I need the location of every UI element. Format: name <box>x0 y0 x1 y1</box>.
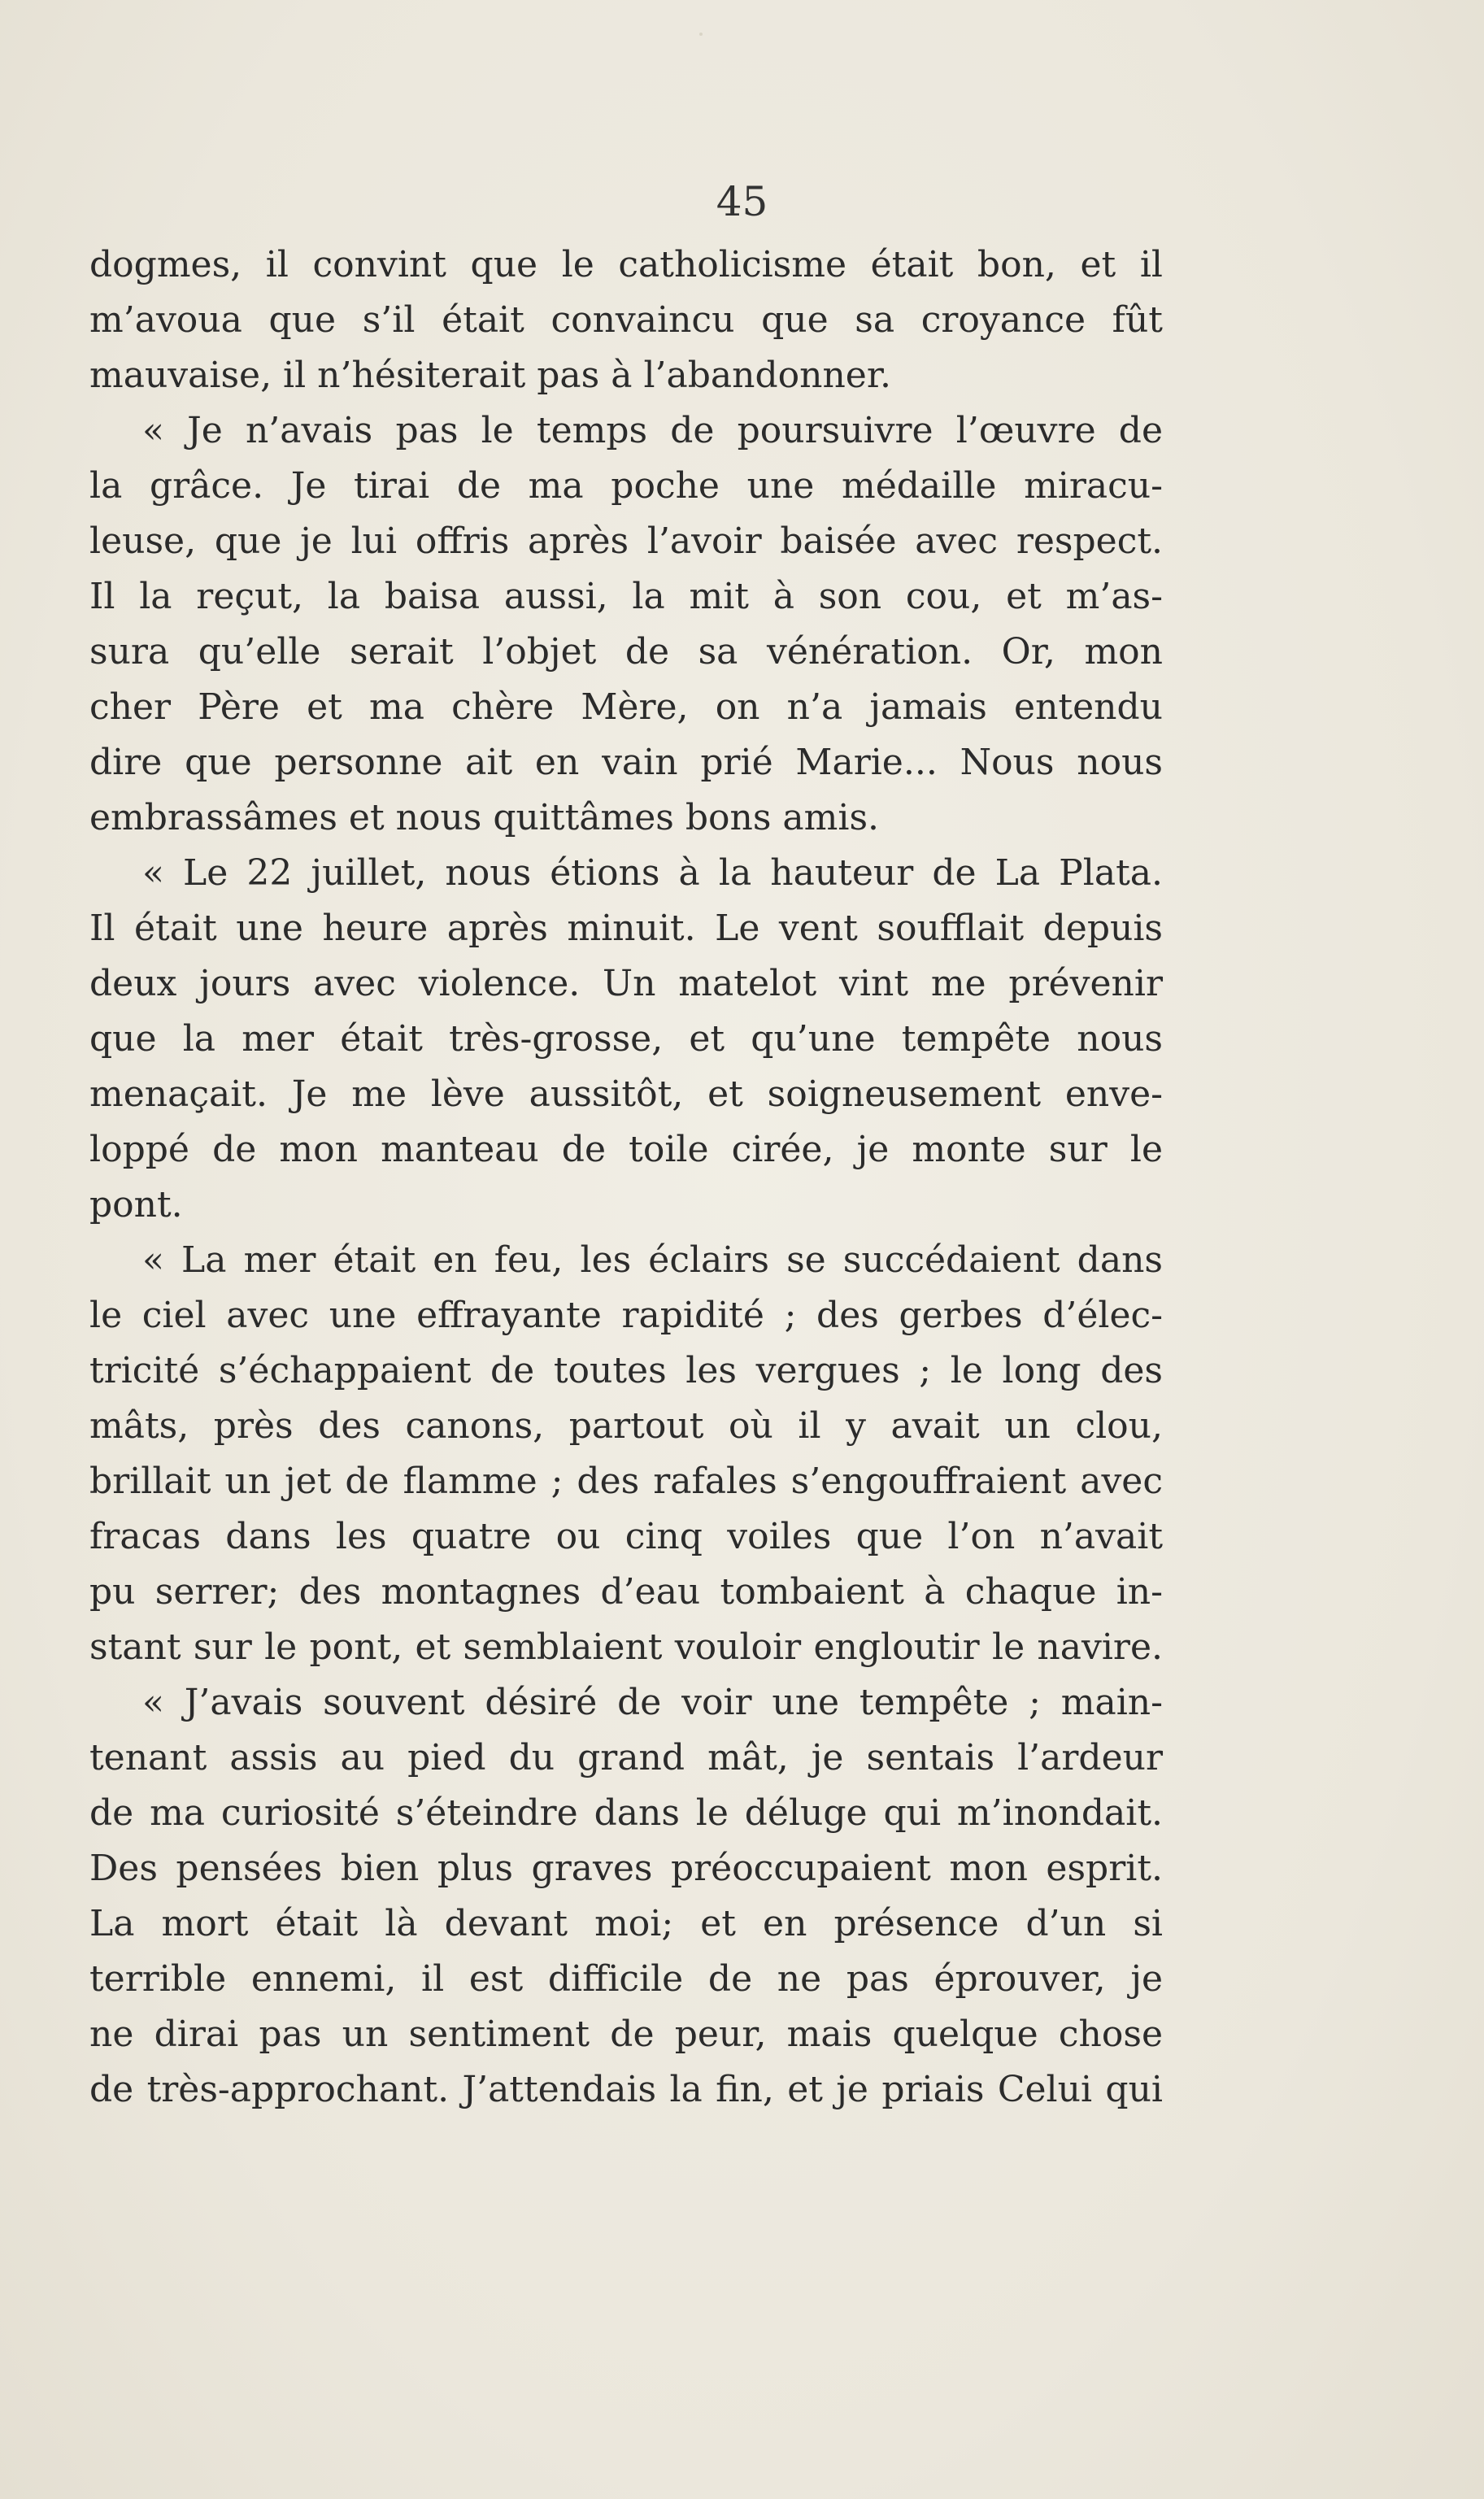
text-line: ne dirai pas un sentiment de peur, mais quelque chose <box>89 2014 1163 2055</box>
paper-speck <box>699 33 703 36</box>
text-line: la grâce. Je tirai de ma poche une médaille miracu- <box>89 465 1163 507</box>
text-line: que la mer était très-grosse, et qu’une tempête nous <box>89 1018 1163 1060</box>
text-line: dire que personne ait en vain prié Marie... Nous nous <box>89 742 1163 783</box>
text-line: embrassâmes et nous quittâmes bons amis. <box>89 797 880 838</box>
text-line: le ciel avec une effrayante rapidité ; des gerbes d’élec- <box>89 1295 1163 1336</box>
text-line: de très-approchant. J’attendais la fin, et je priais Celui qui <box>89 2069 1163 2110</box>
text-line: fracas dans les quatre ou cinq voiles que l’on n’avait <box>89 1516 1163 1557</box>
text-line: La mort était là devant moi; et en présence d’un si <box>89 1903 1163 1944</box>
text-line: tricité s’échappaient de toutes les vergues ; le long des <box>89 1350 1163 1391</box>
text-line: deux jours avec violence. Un matelot vint me prévenir <box>89 963 1163 1004</box>
text-line: tenant assis au pied du grand mât, je sentais l’ardeur <box>89 1737 1163 1778</box>
text-line: « Je n’avais pas le temps de poursuivre l’œuvre de <box>142 410 1163 451</box>
text-line: de ma curiosité s’éteindre dans le déluge qui m’inondait. <box>89 1792 1163 1834</box>
text-line: stant sur le pont, et semblaient vouloir engloutir le navire. <box>89 1626 1163 1668</box>
text-line: Il la reçut, la baisa aussi, la mit à son cou, et m’as- <box>89 576 1163 617</box>
text-line: mauvaise, il n’hésiterait pas à l’abandonner. <box>89 355 892 396</box>
page-number: 45 <box>716 178 768 225</box>
text-line: « Le 22 juillet, nous étions à la hauteur de La Plata. <box>142 852 1163 894</box>
text-line: brillait un jet de flamme ; des rafales s’engouffraient avec <box>89 1461 1163 1502</box>
body-text <box>89 237 1163 2118</box>
text-line: Des pensées bien plus graves préoccupaient mon esprit. <box>89 1848 1163 1889</box>
text-line: pont. <box>89 1184 183 1226</box>
text-line: « J’avais souvent désiré de voir une tempête ; main- <box>142 1682 1163 1723</box>
text-line: menaçait. Je me lève aussitôt, et soigneusement enve- <box>89 1073 1163 1115</box>
text-line: Il était une heure après minuit. Le vent soufflait depuis <box>89 908 1163 949</box>
text-line: pu serrer; des montagnes d’eau tombaient à chaque in- <box>89 1571 1163 1613</box>
text-line: sura qu’elle serait l’objet de sa vénération. Or, mon <box>89 631 1163 673</box>
text-line: leuse, que je lui offris après l’avoir baisée avec respect. <box>89 520 1163 562</box>
text-line: « La mer était en feu, les éclairs se succédaient dans <box>142 1239 1163 1281</box>
text-line: m’avoua que s’il était convaincu que sa croyance fût <box>89 299 1163 341</box>
text-line: mâts, près des canons, partout où il y avait un clou, <box>89 1405 1163 1447</box>
text-line: terrible ennemi, il est difficile de ne pas éprouver, je <box>89 1958 1163 2000</box>
text-line: loppé de mon manteau de toile cirée, je monte sur le <box>89 1129 1163 1170</box>
text-line: cher Père et ma chère Mère, on n’a jamais entendu <box>89 686 1163 728</box>
text-line: dogmes, il convint que le catholicisme était bon, et il <box>89 244 1163 285</box>
